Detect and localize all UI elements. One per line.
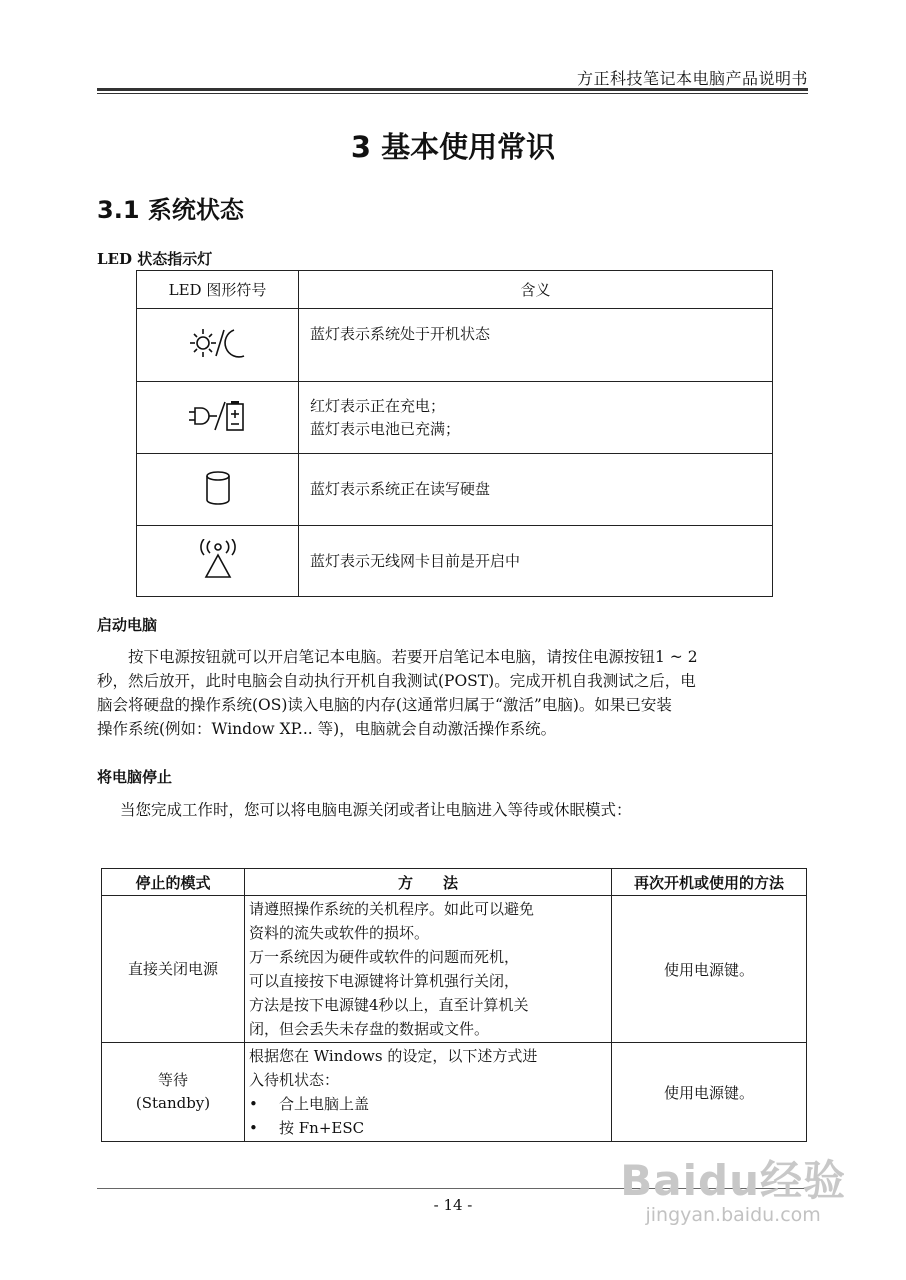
method-line: 方法是按下电源键4秒以上，直至计算机关 [249, 996, 529, 1014]
page-number: - 14 - [433, 1196, 473, 1214]
led-desc-wireless: 蓝灯表示无线网卡目前是开启中 [310, 551, 521, 570]
stop-col-mode: 停止的模式 [102, 869, 245, 896]
plug-battery-icon [189, 400, 247, 432]
stop-intro: 当您完成工作时，您可以将电脑电源关闭或者让电脑进入等待或休眠模式： [120, 801, 632, 819]
led-desc-charging: 红灯表示正在充电； [310, 396, 446, 415]
method-line: 资料的流失或软件的损坏。 [249, 924, 430, 942]
hard-disk-icon [203, 470, 233, 506]
led-table [136, 270, 773, 597]
led-desc-hdd: 蓝灯表示系统正在读写硬盘 [310, 480, 491, 498]
watermark [620, 1148, 846, 1226]
method-line: 入待机状态： [249, 1071, 340, 1089]
boot-paragraph [97, 645, 807, 741]
boot-line: 按下电源按钮就可以开启笔记本电脑。若要开启笔记本电脑，请按住电源按钮1 ~ 2 [128, 648, 698, 666]
sun-moon-icon [190, 326, 246, 360]
method-line: 可以直接按下电源键将计算机强行关闭， [249, 972, 520, 990]
bullet-item: • 按 Fn+ESC [249, 1116, 610, 1140]
boot-line: 操作系统(例如：Window XP... 等)，电脑就会自动激活操作系统。 [97, 720, 557, 738]
header-title: 方正科技笔记本电脑产品说明书 [576, 69, 808, 88]
stop-table [101, 868, 807, 1142]
boot-line: 脑会将硬盘的操作系统(OS)读入电脑的内存(这通常归属于“激活”电脑)。如果已安装 [97, 696, 672, 714]
watermark-logo: Baidu经验 [620, 1156, 846, 1205]
led-heading: LED 状态指示灯 [97, 250, 213, 268]
bullet-dot-icon: • [249, 1095, 258, 1113]
resume-standby: 使用电源键。 [612, 1043, 807, 1142]
header-rule-thin [97, 93, 808, 94]
mode-poweroff: 直接关闭电源 [127, 959, 218, 978]
mode-standby-en: (Standby) [135, 1094, 211, 1112]
led-desc-power: 蓝灯表示系统处于开机状态 [310, 325, 491, 343]
header-rule-thick [97, 88, 808, 91]
wireless-antenna-icon [193, 539, 243, 579]
boot-line: 秒，然后放开，此时电脑会自动执行开机自我测试(POST)。完成开机自我测试之后，电 [97, 672, 696, 690]
bullet-item: • 合上电脑上盖 [249, 1092, 610, 1116]
led-desc-charged: 蓝灯表示电池已充满； [310, 419, 461, 438]
stop-col-method: 方 法 [245, 869, 612, 896]
resume-poweroff: 使用电源键。 [612, 896, 807, 1043]
mode-standby: 等待 [157, 1071, 188, 1089]
method-line: 万一系统因为硬件或软件的问题而死机， [249, 948, 520, 966]
section-title: 3.1 系统状态 [97, 196, 244, 224]
stop-heading: 将电脑停止 [97, 768, 173, 786]
method-line: 请遵照操作系统的关机程序。如此可以避免 [249, 900, 535, 918]
method-line: 根据您在 Windows 的设定，以下述方式进 [249, 1047, 538, 1065]
boot-heading: 启动电脑 [97, 616, 158, 634]
bullet-dot-icon: • [249, 1119, 258, 1137]
led-col-meaning: 含义 [299, 271, 773, 309]
led-col-symbol: LED 图形符号 [137, 271, 299, 309]
chapter-title: 3 基本使用常识 [350, 130, 556, 164]
watermark-url: jingyan.baidu.com [645, 1204, 821, 1226]
method-line: 闭，但会丢失未存盘的数据或文件。 [249, 1020, 490, 1038]
stop-col-resume: 再次开机或使用的方法 [612, 869, 807, 896]
